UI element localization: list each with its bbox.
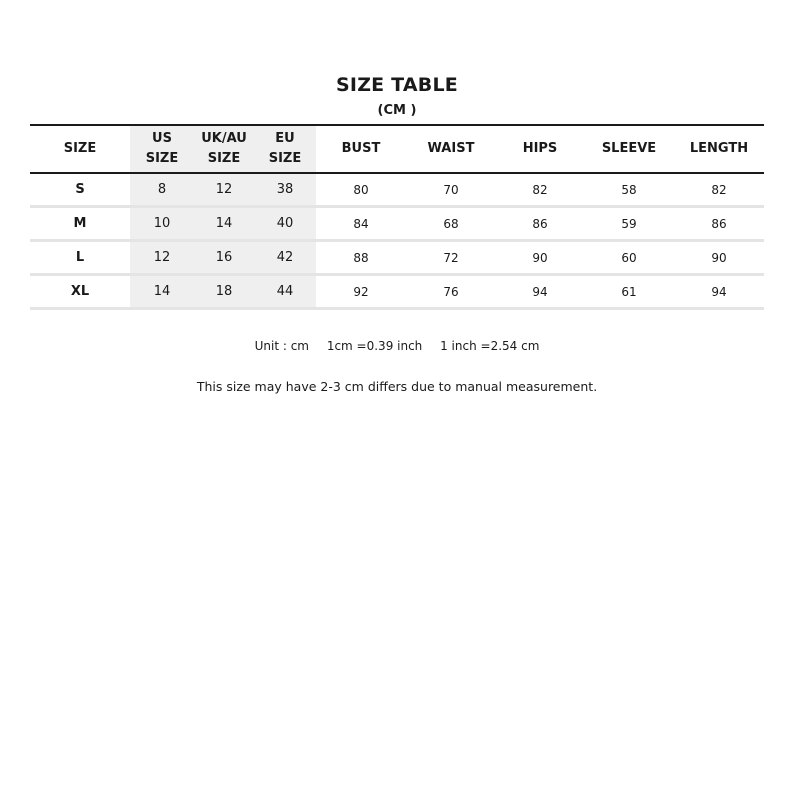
cell-uk-au-size: 12	[194, 173, 254, 207]
header-uk-au-size: UK/AU SIZE	[194, 125, 254, 173]
header-eu-size: EU SIZE	[254, 125, 316, 173]
cell-us-size: 8	[130, 173, 194, 207]
table-header-row	[30, 125, 764, 173]
header-bust: BUST	[316, 125, 406, 173]
cell-uk-au-size: 14	[194, 207, 254, 241]
cell-waist: 72	[406, 241, 496, 275]
inch-to-cm-label: 1 inch =2.54 cm	[440, 339, 540, 353]
table-row	[30, 173, 764, 207]
cell-eu-size: 44	[254, 275, 316, 309]
cell-us-size: 12	[130, 241, 194, 275]
cell-size: M	[30, 207, 130, 241]
cell-eu-size: 40	[254, 207, 316, 241]
cell-size: XL	[30, 275, 130, 309]
cell-hips: 86	[496, 207, 584, 241]
table-row	[30, 207, 764, 241]
header-length: LENGTH	[674, 125, 764, 173]
page-title: SIZE TABLE	[336, 74, 458, 96]
cell-sleeve: 58	[584, 173, 674, 207]
table-row	[30, 241, 764, 275]
cell-size: L	[30, 241, 130, 275]
cell-eu-size: 42	[254, 241, 316, 275]
header-waist: WAIST	[406, 125, 496, 173]
cell-hips: 94	[496, 275, 584, 309]
header-sleeve: SLEEVE	[584, 125, 674, 173]
cell-size: S	[30, 173, 130, 207]
cell-hips: 90	[496, 241, 584, 275]
cell-eu-size: 38	[254, 173, 316, 207]
measurement-note: This size may have 2-3 cm differs due to manual measurement.	[196, 379, 598, 394]
cell-sleeve: 60	[584, 241, 674, 275]
cell-waist: 70	[406, 173, 496, 207]
cell-length: 82	[674, 173, 764, 207]
cell-bust: 92	[316, 275, 406, 309]
cell-length: 90	[674, 241, 764, 275]
cell-waist: 68	[406, 207, 496, 241]
cell-us-size: 10	[130, 207, 194, 241]
cell-us-size: 14	[130, 275, 194, 309]
cell-bust: 80	[316, 173, 406, 207]
page-subtitle: (CM )	[377, 103, 417, 118]
cm-to-inch-label: 1cm =0.39 inch	[326, 339, 423, 353]
header-hips: HIPS	[496, 125, 584, 173]
header-us-size: US SIZE	[130, 125, 194, 173]
cell-length: 94	[674, 275, 764, 309]
cell-bust: 88	[316, 241, 406, 275]
cell-waist: 76	[406, 275, 496, 309]
header-size: SIZE	[30, 125, 130, 173]
cell-bust: 84	[316, 207, 406, 241]
unit-label: Unit : cm	[254, 339, 309, 353]
cell-sleeve: 61	[584, 275, 674, 309]
cell-uk-au-size: 16	[194, 241, 254, 275]
size-table	[30, 124, 764, 310]
unit-conversion-line	[0, 339, 794, 353]
cell-sleeve: 59	[584, 207, 674, 241]
cell-length: 86	[674, 207, 764, 241]
table-row	[30, 275, 764, 309]
cell-hips: 82	[496, 173, 584, 207]
cell-uk-au-size: 18	[194, 275, 254, 309]
